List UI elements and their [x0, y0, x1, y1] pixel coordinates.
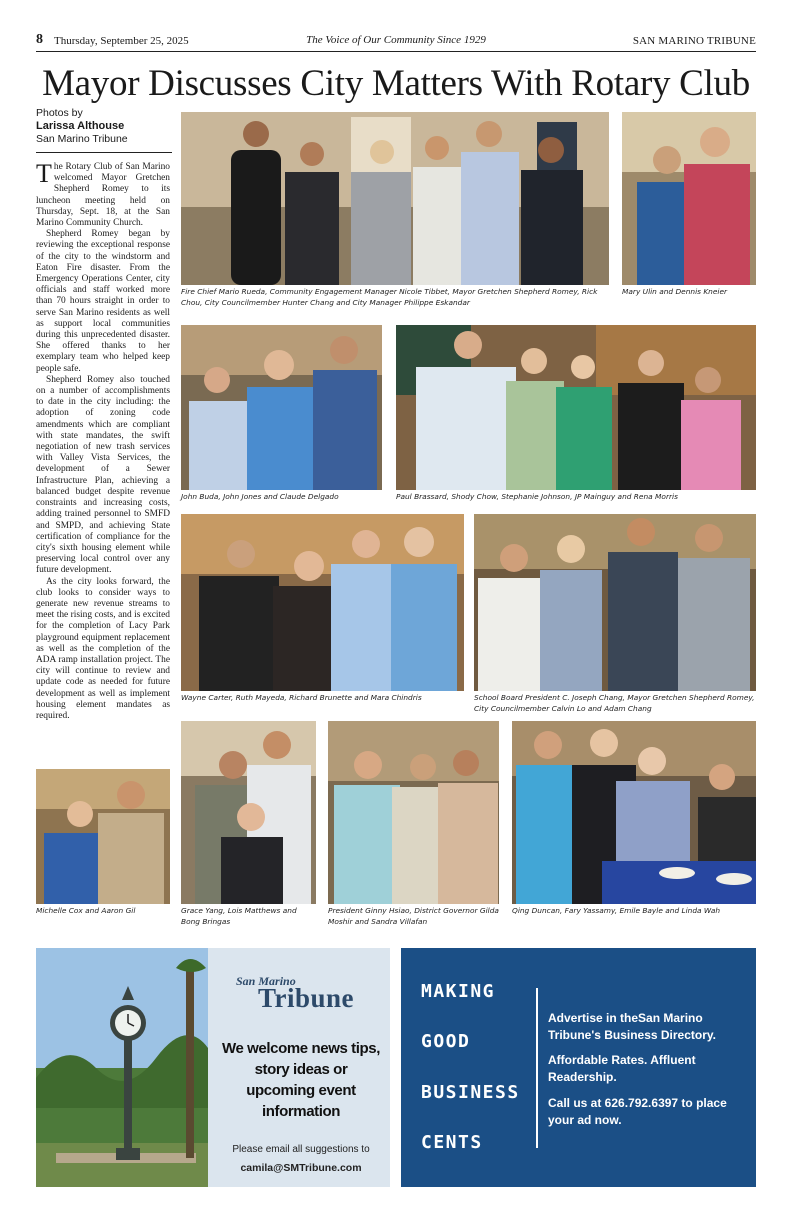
article-paragraph: The Rotary Club of San Marino welcomed Mayor Gretchen Shepherd Romey to its luncheon meeting held on Thursday, Sept. 18, at the San Marino Community Church.	[36, 159, 170, 229]
page-number: 8	[36, 32, 43, 47]
slogan-word: MAKING	[421, 981, 496, 1002]
caption: School Board President C. Joseph Chang, Mayor Gretchen Shepherd Romey, City Councilmember Calvin Lo and Adam Chang	[474, 693, 755, 713]
tribune-logo-script: San Marino	[236, 974, 296, 988]
article-paragraph: As the city looks forward, the club looks to consider ways to generate new revenue streams to meet the rising costs, and is excited for the completion of Lacy Park playground equipment replacement as well as the completion of the ADA ramp installation project. The city will continue to review and update code as needed for future development as well as implement housing element mandates as required.	[36, 576, 170, 721]
directory-pitch: Advertise in theSan Marino Tribune's Business Directory.	[548, 1011, 717, 1042]
email-link[interactable]: camila@SMTribune.com	[240, 1162, 362, 1174]
news-tips-ad	[36, 948, 390, 1187]
credit-name: Larissa Althouse	[36, 120, 125, 132]
publication-name: SAN MARINO TRIBUNE	[632, 35, 756, 47]
news-tips-message: We welcome news tips, story ideas or upcoming event information	[221, 1040, 381, 1120]
business-directory-ad	[401, 948, 756, 1187]
caption: Michelle Cox and Aaron Gil	[36, 906, 136, 915]
photo-couple-1	[622, 112, 756, 285]
photo-group-four-3	[512, 721, 756, 904]
slogan-word: GOOD	[421, 1031, 471, 1052]
caption: Wayne Carter, Ruth Mayeda, Richard Brunette and Mara Chindris	[181, 693, 422, 702]
photo-group-four-2	[474, 514, 756, 691]
divider	[536, 988, 538, 1148]
photo-group-five	[396, 325, 756, 490]
caption: John Buda, John Jones and Claude Delgado	[181, 492, 339, 501]
photo-couple-2	[36, 769, 170, 904]
directory-rates: Affordable Rates. Affluent Readership.	[548, 1053, 696, 1084]
credit-outlet: San Marino Tribune	[36, 133, 128, 145]
photo-trio-3	[328, 721, 499, 904]
caption: Fire Chief Mario Rueda, Community Engagement Manager Nicole Tibbet, Mayor Gretchen Shepherd Romey, Rick Chou, City Councilmember Hunter Chang and City Manager Philippe Eskandar	[181, 287, 598, 307]
credit-label: Photos by	[36, 107, 83, 119]
caption: Paul Brassard, Shody Chow, Stephanie Johnson, JP Mainguy and Rena Morris	[396, 492, 678, 501]
tribune-logo-name: Tribune	[258, 983, 355, 1013]
caption: Grace Yang, Lois Matthews and Bong Bringas	[181, 906, 297, 926]
article-paragraph: Shepherd Romey also touched on a number of accomplishments to date in the city including: the adoption of zoning code amendments which are compliant with state mandates, the swift negotiation of new trash services with Valley Vista Services, the development of a Sewer Infrastructure Plan, achieving a balanced budget despite revenue constraints and increasing costs, adding trained personnel to SMFD and SMPD, and achieving State certification of compliance for the city's sixth housing element while preserving local control over any future development.	[36, 374, 170, 576]
page-header	[36, 32, 756, 52]
email-block	[220, 1141, 382, 1178]
photo-trio-1	[181, 325, 382, 490]
caption: Qing Duncan, Fary Yassamy, Emile Bayle and Linda Wah	[512, 906, 721, 915]
email-prompt: Please email all suggestions to	[232, 1144, 370, 1155]
drop-cap: T	[36, 159, 52, 188]
slogan-word: BUSINESS	[421, 1082, 520, 1103]
photo-group-four-1	[181, 514, 464, 691]
photo-trio-2	[181, 721, 316, 904]
headline: Mayor Discusses City Matters With Rotary Club	[42, 63, 750, 104]
caption: Mary Ulin and Dennis Kneier	[622, 287, 728, 296]
slogan-word: CENTS	[421, 1132, 483, 1153]
article-body	[36, 159, 170, 722]
photo-credit	[36, 107, 172, 153]
directory-phone[interactable]: Call us at 626.792.6397 to place your ad now.	[548, 1096, 727, 1127]
issue-date: Thursday, September 25, 2025	[54, 35, 189, 47]
clock-tower-image	[36, 948, 208, 1187]
photo-group-officials	[181, 112, 609, 285]
article-paragraph: Shepherd Romey began by reviewing the exceptional response of the city to the windstorm and Eaton Fire disaster. From the Emergency Operations Center, city officials and staff worked more than 70 hours straight in order to serve San Marino residents as well as support local communities during this unprecedented disaster. She offered thanks to her exemplary team who helped keep people safe.	[36, 229, 170, 374]
caption: President Ginny Hsiao, District Governor Gilda Moshir and Sandra Villafan	[328, 906, 499, 926]
motto: The Voice of Our Community Since 1929	[306, 34, 486, 46]
